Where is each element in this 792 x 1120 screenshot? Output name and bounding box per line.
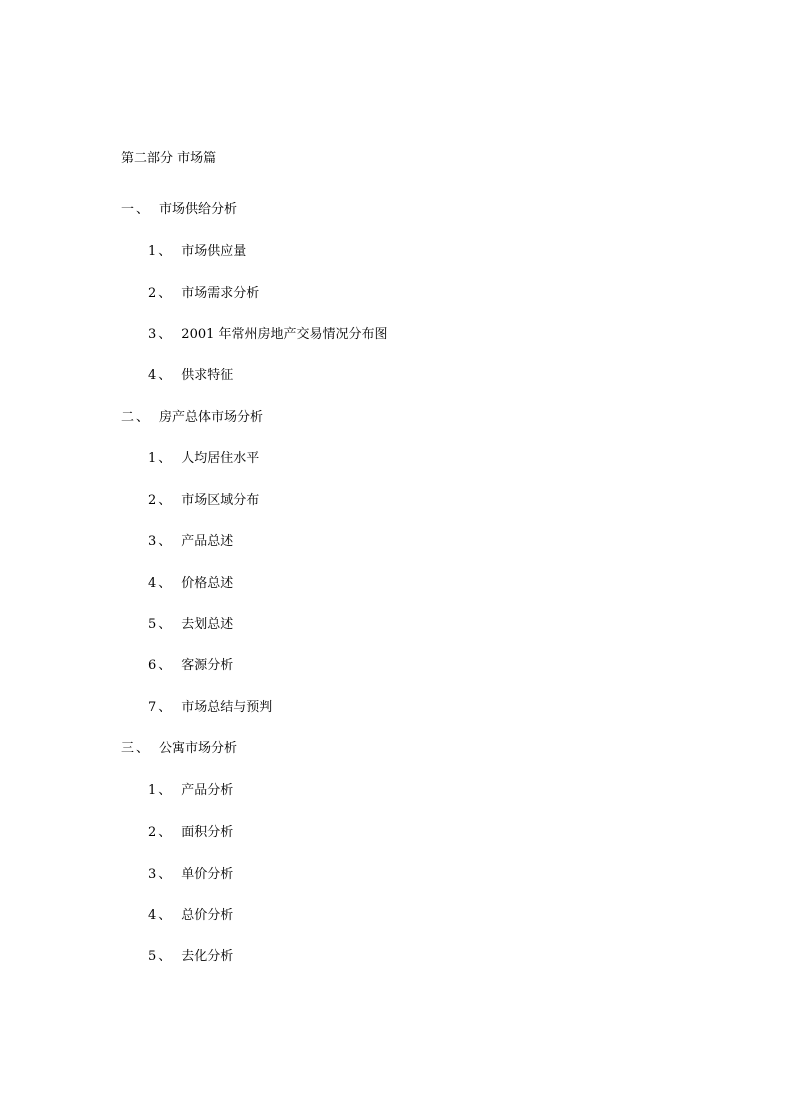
section-number: 一: [121, 202, 135, 217]
list-item: [148, 949, 233, 965]
separator: 、: [158, 286, 172, 301]
section-label: 公寓市场分析: [159, 741, 238, 756]
item-label: 价格总述: [181, 576, 234, 591]
item-label: 面积分析: [181, 825, 234, 840]
separator: 、: [158, 451, 172, 466]
list-item: [148, 908, 233, 924]
separator: 、: [158, 493, 172, 508]
item-number: 1: [148, 451, 157, 466]
section-heading-3: [121, 741, 237, 757]
item-number: 5: [148, 949, 157, 964]
separator: 、: [158, 658, 172, 673]
item-number: 4: [148, 368, 157, 383]
item-label: 去化分析: [181, 949, 234, 964]
separator: 、: [158, 825, 172, 840]
item-label: 市场需求分析: [181, 286, 260, 301]
item-label: 市场区域分布: [181, 493, 260, 508]
separator: 、: [158, 244, 172, 259]
list-item: [148, 576, 233, 592]
item-label: 2001 年常州房地产交易情况分布图: [181, 327, 388, 342]
list-item: [148, 451, 259, 467]
item-label: 市场供应量: [181, 244, 247, 259]
separator: 、: [158, 617, 172, 632]
item-number: 1: [148, 783, 157, 798]
list-item: [148, 493, 259, 509]
section-number: 二: [121, 410, 135, 425]
item-number: 2: [148, 493, 157, 508]
item-number: 6: [148, 658, 157, 673]
item-label: 人均居住水平: [181, 451, 260, 466]
list-item: [148, 327, 388, 343]
list-item: [148, 700, 272, 716]
list-item: [148, 286, 259, 302]
item-label: 去划总述: [181, 617, 234, 632]
list-item: [148, 617, 233, 633]
separator: 、: [158, 576, 172, 591]
item-number: 2: [148, 286, 157, 301]
separator: 、: [158, 949, 172, 964]
item-label: 总价分析: [181, 908, 234, 923]
section-label: 房产总体市场分析: [159, 410, 264, 425]
list-item: [148, 658, 233, 674]
section-label: 市场供给分析: [159, 202, 238, 217]
item-label: 产品分析: [181, 783, 234, 798]
item-label: 供求特征: [181, 368, 234, 383]
list-item: [148, 783, 233, 799]
list-item: [148, 368, 233, 384]
separator: 、: [158, 534, 172, 549]
separator: 、: [158, 783, 172, 798]
list-item: [148, 244, 246, 260]
separator: 、: [158, 867, 172, 882]
separator: 、: [158, 368, 172, 383]
item-label: 客源分析: [181, 658, 234, 673]
separator: 、: [158, 908, 172, 923]
separator: 、: [136, 410, 150, 425]
item-number: 4: [148, 908, 157, 923]
section-heading-1: [121, 202, 237, 218]
list-item: [148, 825, 233, 841]
item-number: 3: [148, 327, 157, 342]
section-heading-2: [121, 410, 263, 426]
separator: 、: [136, 741, 150, 756]
separator: 、: [158, 700, 172, 715]
item-number: 4: [148, 576, 157, 591]
item-number: 7: [148, 700, 157, 715]
item-number: 5: [148, 617, 157, 632]
list-item: [148, 867, 233, 883]
item-number: 3: [148, 867, 157, 882]
item-label: 单价分析: [181, 867, 234, 882]
item-number: 2: [148, 825, 157, 840]
item-number: 3: [148, 534, 157, 549]
item-label: 市场总结与预判: [181, 700, 273, 715]
section-number: 三: [121, 741, 135, 756]
item-label: 产品总述: [181, 534, 234, 549]
separator: 、: [136, 202, 150, 217]
page-title: 第二部分 市场篇: [121, 151, 217, 166]
list-item: [148, 534, 233, 550]
separator: 、: [158, 327, 172, 342]
item-number: 1: [148, 244, 157, 259]
